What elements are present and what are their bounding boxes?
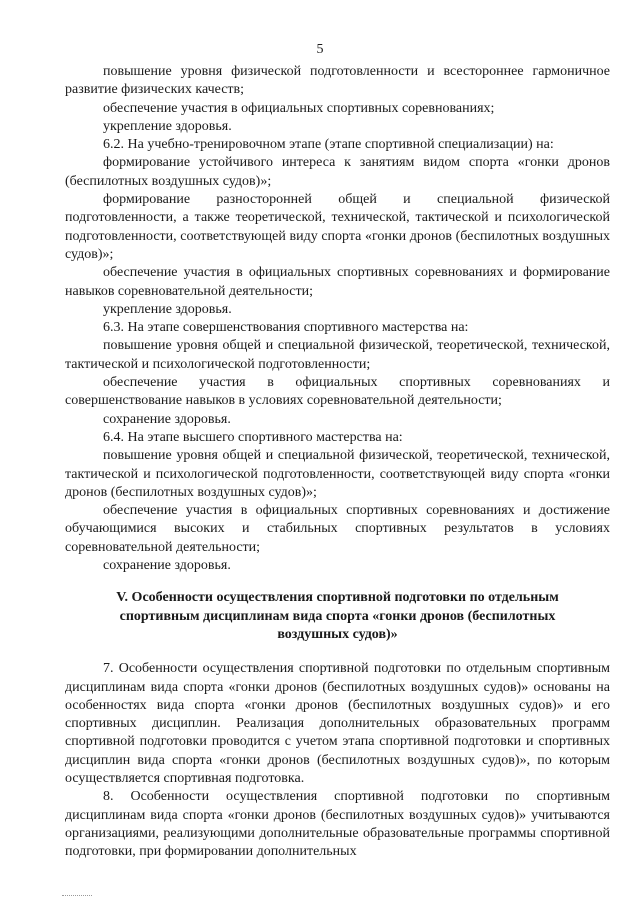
footer-mark (62, 895, 92, 899)
paragraph: 8. Особенности осуществления спортивной подготовки по спортивным дисциплинам вида спорта «гонки дронов (беспилотных воздушных судов)» учитываются организациями, реализующими дополнительные образовательные программы спортивной подготовки, при формировании дополнительных (65, 789, 610, 860)
paragraph: укрепление здоровья. (103, 301, 232, 317)
page-number: 5 (316, 42, 324, 57)
paragraph-list-bottom (65, 660, 610, 861)
paragraph: повышение уровня общей и специальной физической, теоретической, технической, тактической и психологической подготовленности, соответствующей виду спорта «гонки дронов (беспилотных воздушных судов)»; (65, 448, 610, 500)
paragraph: 6.4. На этапе высшего спортивного мастерства на: (103, 429, 403, 445)
paragraph: укрепление здоровья. (103, 118, 232, 134)
paragraph: обеспечение участия в официальных спортивных соревнованиях; (103, 100, 495, 116)
paragraph: обеспечение участия в официальных спортивных соревнованиях и формирование навыков соревновательной деятельности; (65, 265, 610, 299)
paragraph: повышение уровня физической подготовленности и всестороннее гармоничное развитие физических качеств; (65, 64, 610, 98)
paragraph: сохранение здоровья. (103, 558, 231, 574)
paragraph: повышение уровня общей и специальной физической, теоретической, технической, тактической и психологической подготовленности; (65, 338, 610, 372)
paragraph: сохранение здоровья. (103, 411, 231, 427)
paragraph: формирование устойчивого интереса к занятиям видом спорта «гонки дронов (беспилотных воздушных судов)»; (65, 155, 610, 189)
document-body (65, 63, 610, 861)
paragraph: обеспечение участия в официальных спортивных соревнованиях и совершенствование навыков в условиях соревновательной деятельности; (65, 375, 610, 409)
section-heading: V. Особенности осуществления спортивной подготовки по отдельным спортивным дисциплинам вида спорта «гонки дронов (беспилотных воздушных судов)» (116, 590, 559, 642)
paragraph-list-top (65, 63, 610, 575)
paragraph: 6.3. На этапе совершенствования спортивного мастерства на: (103, 320, 469, 336)
paragraph: 6.2. На учебно-тренировочном этапе (этапе спортивной специализации) на: (103, 137, 554, 153)
paragraph: формирование разносторонней общей и специальной физической подготовленности, а также теоретической, технической, тактической и психологической подготовленности, соответствующей виду спорта «гонки дронов (беспилотных воздушных судов)»; (65, 192, 610, 262)
paragraph: обеспечение участия в официальных спортивных соревнованиях и достижение обучающимися высоких и стабильных спортивных результатов в условиях соревновательной деятельности; (65, 503, 610, 555)
paragraph: 7. Особенности осуществления спортивной подготовки по отдельным спортивным дисциплинам вида спорта «гонки дронов (беспилотных воздушных судов)» основаны на особенностях вида спорта «гонки дронов (беспилотных воздушных судов)» и его спортивных дисциплин. Реализация дополнительных образовательных программ спортивной подготовки проводится с учетом этапа спортивной подготовки и спортивных дисциплин вида спорта «гонки дронов (беспилотных воздушных судов)», по которым осуществляется спортивная подготовка. (65, 661, 610, 786)
